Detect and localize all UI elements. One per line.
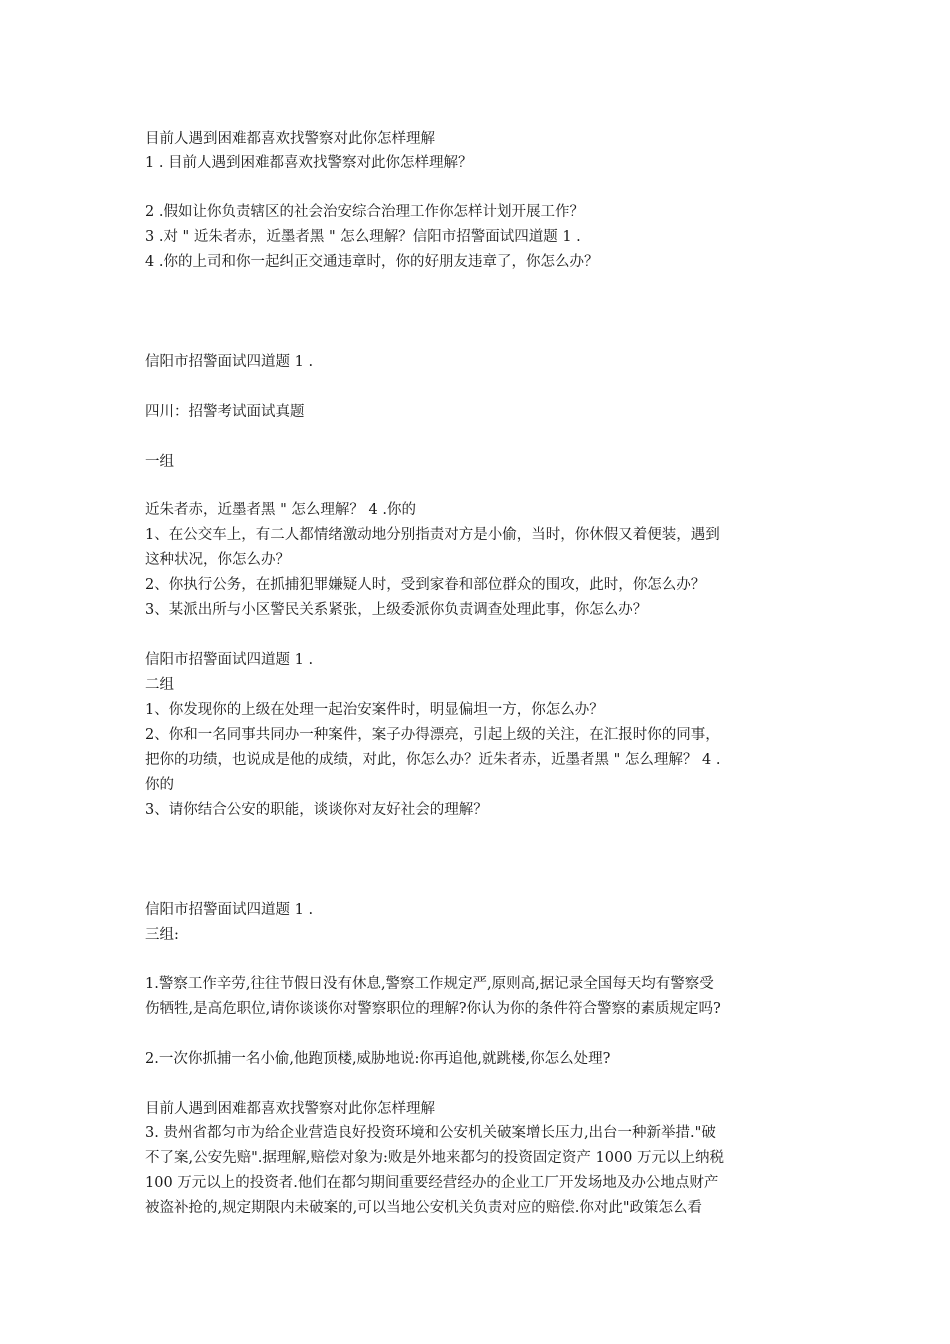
- question-line: 伤牺牲,是高危职位,请你谈谈你对警察职位的理解?你认为你的条件符合警察的素质规定吗?: [145, 1001, 721, 1017]
- question-line: 不了案,公安先赔".据理解,赔偿对象为:败是外地来都匀的投资固定资产 1000 万元以上纳税: [145, 1150, 724, 1166]
- group-heading: 一组: [145, 454, 174, 470]
- question-line: 把你的功绩，也说成是他的成绩，对此，你怎么办？近朱者赤，近墨者黑 " 怎么理解？ 4 .: [145, 752, 721, 768]
- section-heading: 信阳市招警面试四道题 1 .: [145, 902, 314, 918]
- section-heading: 信阳市招警面试四道题 1 .: [145, 354, 314, 370]
- group-heading: 二组: [145, 677, 174, 693]
- question-line: 100 万元以上的投资者.他们在都匀期间重要经营经办的企业工厂开发场地及办公地点财产: [145, 1175, 719, 1191]
- question-line: 3 .对 " 近朱者赤，近墨者黑 " 怎么理解？信阳市招警面试四道题 1 .: [145, 229, 581, 245]
- question-line: 1 . 目前人遇到困难都喜欢找警察对此你怎样理解？: [145, 155, 473, 171]
- question-line: 2 .假如让你负责辖区的社会治安综合治理工作你怎样计划开展工作？: [145, 204, 584, 220]
- question-line: 被盗补抢的,规定期限内未破案的,可以当地公安机关负责对应的赔偿.你对此"政策怎么看: [145, 1200, 702, 1216]
- question-line: 4 .你的上司和你一起纠正交通违章时，你的好朋友违章了，你怎么办？: [145, 254, 599, 270]
- doc-title: 目前人遇到困难都喜欢找警察对此你怎样理解: [145, 131, 435, 147]
- question-line: 1、你发现你的上级在处理一起治安案件时，明显偏坦一方，你怎么办？: [145, 702, 604, 718]
- question-line: 2、你和一名同事共同办一种案件，案子办得漂亮，引起上级的关注，在汇报时你的同事，: [145, 727, 720, 743]
- question-line: 2.一次你抓捕一名小偷,他跑顶楼,威胁地说:你再追他,就跳楼,你怎么处理?: [145, 1051, 611, 1067]
- question-line: 1、在公交车上，有二人都情绪激动地分别指责对方是小偷，当时，你休假又着便装，遇到: [145, 527, 720, 543]
- question-line: 3、某派出所与小区警民关系紧张，上级委派你负责调查处理此事，你怎么办？: [145, 602, 648, 618]
- question-line: 3. 贵州省都匀市为给企业营造良好投资环境和公安机关破案增长压力,出台一种新举措."破: [145, 1125, 716, 1141]
- question-line: 1.警察工作辛劳,往往节假日没有休息,警察工作规定严,原则高,据记录全国每天均有警察受: [145, 976, 714, 992]
- question-line: 你的: [145, 777, 174, 793]
- section-heading: 信阳市招警面试四道题 1 .: [145, 652, 314, 668]
- question-line: 这种状况，你怎么办？: [145, 552, 290, 568]
- group-heading: 三组:: [145, 927, 179, 943]
- question-line: 2、你执行公务，在抓捕犯罪嫌疑人时，受到家眷和部位群众的围攻，此时，你怎么办？: [145, 577, 706, 593]
- question-line: 3、请你结合公安的职能，谈谈你对友好社会的理解？: [145, 802, 488, 818]
- section-heading: 目前人遇到困难都喜欢找警察对此你怎样理解: [145, 1101, 435, 1117]
- section-heading: 四川：招警考试面试真题: [145, 404, 305, 420]
- text-line: 近朱者赤，近墨者黑 " 怎么理解？ 4 .你的: [145, 502, 416, 518]
